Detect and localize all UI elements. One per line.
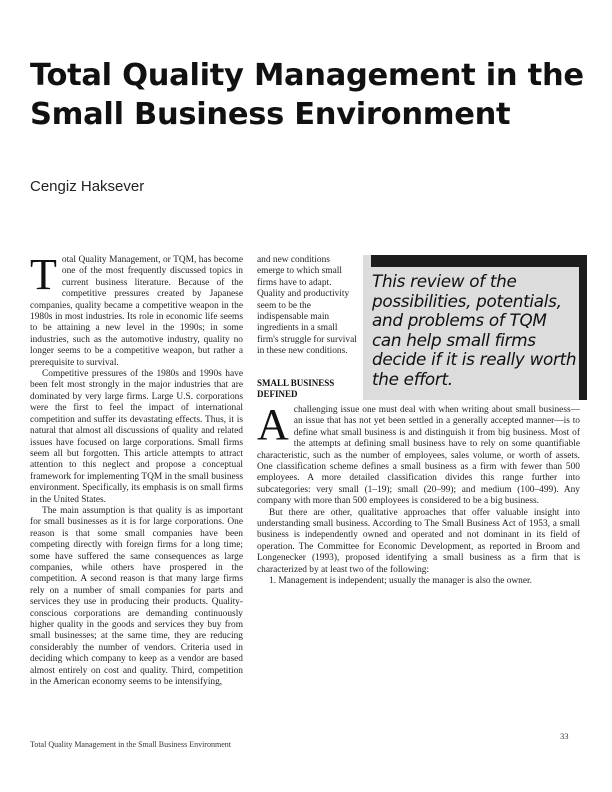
paragraph-list-item-1: 1. Management is independent; usually the manager is also the owner.	[269, 576, 532, 587]
article-title: Total Quality Management in the Small Business Environment	[30, 58, 584, 132]
pull-quote-shadow-right	[579, 255, 587, 400]
pull-quote-text: This review of the possibilities, potentials, and problems of TQM can help small firms decide if it is really worth the effort.	[372, 271, 577, 389]
body-column-left	[30, 250, 243, 688]
paragraph-continuation: and new conditions emerge to which small firms have to adapt. Quality and productivity seem to be the indispensable main ingredients in a small firm's struggle for survival in these new conditions.	[257, 255, 357, 357]
paragraph-competitive-pressures: Competitive pressures of the 1980s and 1990s have been felt most strongly in the major industries that are dominated by very large firms. Large U.S. corporations were the first to feel the impact of international competition and suffer its devastating effects. Thus, it is natural that almost all discussions of quality and related issues have focused on large corporations. Small firms seem all but forgotten. This article attempts to attract attention to this neglect and propose a conceptual framework for implementing TQM in the small business environment. Specifically, its emphasis is on small firms in the United States.	[30, 369, 243, 505]
paragraph-intro	[30, 250, 243, 369]
running-footer-title: Total Quality Management in the Small Business Environment	[30, 740, 231, 749]
paragraph-intro-text: otal Quality Management, or TQM, has become one of the most frequently discussed topics in current business literature. Because of the competitive pressures created by Japanese companies, quality became a competitive weapon in the 1980s in most industries. Its role in economic life seems to be attaining a new level in the 1990s; in some industries, such as the automotive industry, quality no longer seems to be a competitive weapon, but rather a prerequisite to survival.	[30, 255, 243, 368]
pull-quote-box	[363, 255, 587, 400]
paragraph-main-assumption: The main assumption is that quality is as important for small businesses as it is for large corporations. One reason is that some small companies have been competing directly with foreign firms for a long time; some have suffered the same consequences as large companies, while others have prospered in the competition. A second reason is that many large firms rely on a number of small companies for parts and services they use in producing their products. Quality-conscious corporations are demanding continuously higher quality in the goods and services they buy from small businesses; at the same time, they are reducing considerably the number of vendors. Criteria used in deciding which company to keep as a vendor are based almost entirely on cost and quality. Third, competition in the American economy seems to be intensifying,	[30, 505, 243, 688]
paragraph-qualitative: But there are other, qualitative approaches that offer valuable insight into understanding small business. According to The Small Business Act of 1953, a small business is independently owned and operated and not dominant in its field of operation. The Committee for Economic Development, as reported in Broom and Longenecker (1993), proposed identifying a small business as a firm that is characterized by at least two of the following:	[257, 507, 580, 575]
paragraph-definition-text: challenging issue one must deal with when writing about small business—an issue that has not yet been settled in a generally accepted manner—is to define what small business is and distinguish it from big business. Most of the attempts at defining small business have to rely on some quantifiable characteristic, such as the number of employees, sales volume, or worth of assets. One classification scheme defines a small business as a firm with fewer than 500 employees. A more detailed classification divides this range further into subcategories: very small (1–19); small (20–99); and medium (100–499). Any company with more than 500 employees is considered to be a big business.	[257, 405, 580, 507]
body-column-right	[257, 400, 580, 588]
paragraph-definition	[257, 400, 580, 508]
author-name: Cengiz Haksever	[30, 178, 145, 195]
pull-quote-shadow-top	[371, 255, 587, 267]
page-number: 33	[560, 731, 569, 741]
drop-cap-a: A	[257, 400, 289, 449]
body-column-narrow	[257, 255, 357, 358]
drop-cap-t: T	[30, 250, 57, 299]
section-heading: SMALL BUSINESS DEFINED	[257, 378, 335, 399]
